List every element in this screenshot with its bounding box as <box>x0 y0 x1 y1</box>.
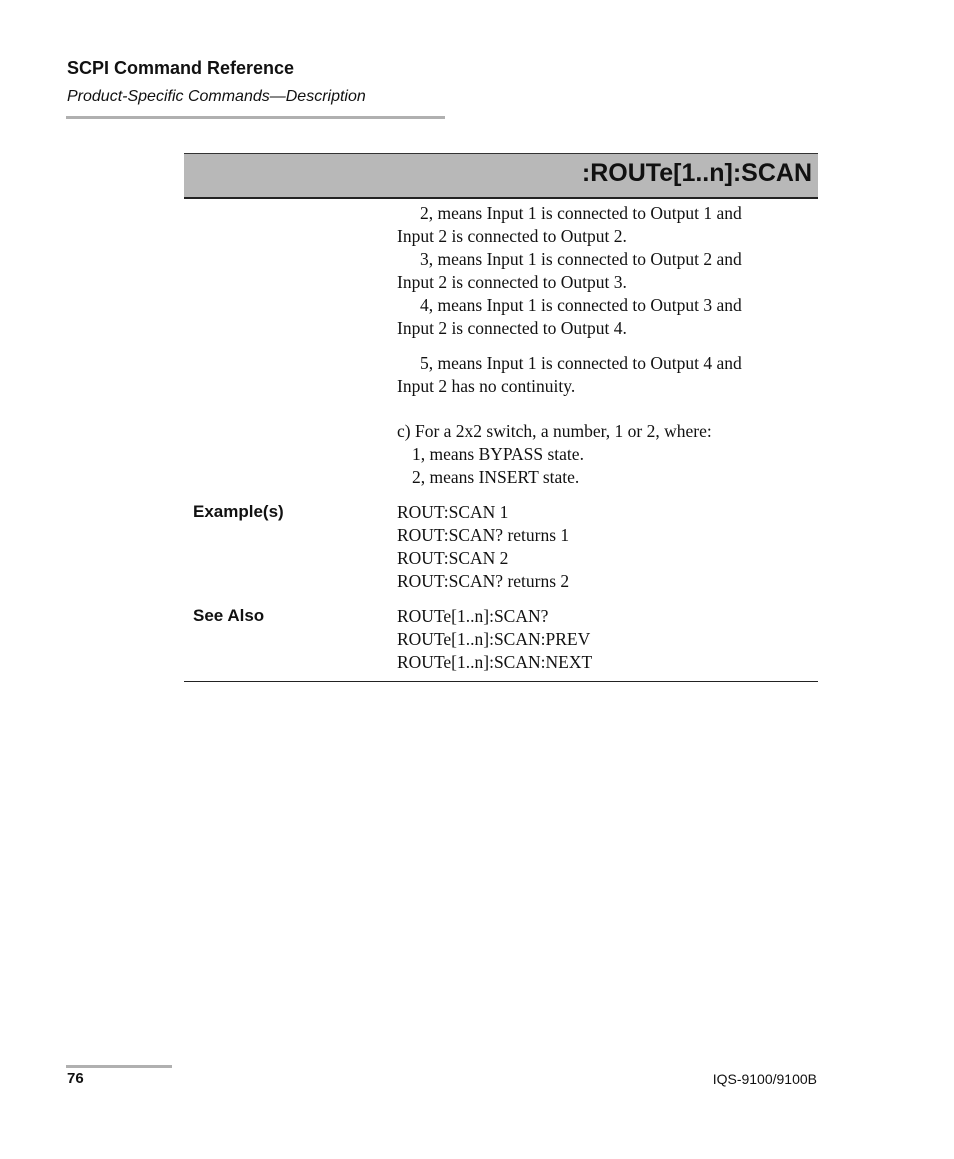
see-also-list <box>397 605 817 674</box>
examples-list <box>397 501 817 593</box>
parameter-options <box>397 202 817 340</box>
document-name: IQS-9100/9100B <box>712 1071 817 1087</box>
option-4-line-2: Input 2 is connected to Output 4. <box>397 318 627 338</box>
page-number: 76 <box>67 1070 84 1087</box>
command-title-bar <box>184 153 818 199</box>
option-5-line-1: 5, means Input 1 is connected to Output 4 and <box>420 353 742 373</box>
example-line: ROUT:SCAN 2 <box>397 548 509 568</box>
see-also-item: ROUTe[1..n]:SCAN:PREV <box>397 629 591 649</box>
option-3-line-1: 3, means Input 1 is connected to Output 2 and <box>420 249 742 269</box>
see-also-item: ROUTe[1..n]:SCAN? <box>397 606 549 626</box>
switch-2x2-intro: c) For a 2x2 switch, a number, 1 or 2, where: <box>397 421 712 441</box>
option-5-line-2: Input 2 has no continuity. <box>397 376 576 396</box>
see-also-label: See Also <box>193 606 265 625</box>
option-2-line-2: Input 2 is connected to Output 2. <box>397 226 627 246</box>
command-title: :ROUTe[1..n]:SCAN <box>581 159 812 187</box>
table-bottom-rule <box>184 681 818 682</box>
example-line: ROUT:SCAN? returns 2 <box>397 571 570 591</box>
parameter-option-5 <box>397 352 817 398</box>
bypass-option: 1, means BYPASS state. <box>412 444 584 464</box>
example-line: ROUT:SCAN 1 <box>397 502 509 522</box>
section-title: SCPI Command Reference <box>67 58 295 78</box>
option-4-line-1: 4, means Input 1 is connected to Output 3 and <box>420 295 742 315</box>
footer-divider <box>66 1065 172 1068</box>
option-3-line-2: Input 2 is connected to Output 3. <box>397 272 627 292</box>
example-line: ROUT:SCAN? returns 1 <box>397 525 570 545</box>
option-2-line-1: 2, means Input 1 is connected to Output 1 and <box>420 203 742 223</box>
examples-label: Example(s) <box>193 502 284 521</box>
switch-2x2-options <box>397 420 817 489</box>
section-subtitle: Product-Specific Commands—Description <box>67 88 366 105</box>
see-also-item: ROUTe[1..n]:SCAN:NEXT <box>397 652 593 672</box>
insert-option: 2, means INSERT state. <box>412 467 580 487</box>
header-divider <box>66 116 445 119</box>
